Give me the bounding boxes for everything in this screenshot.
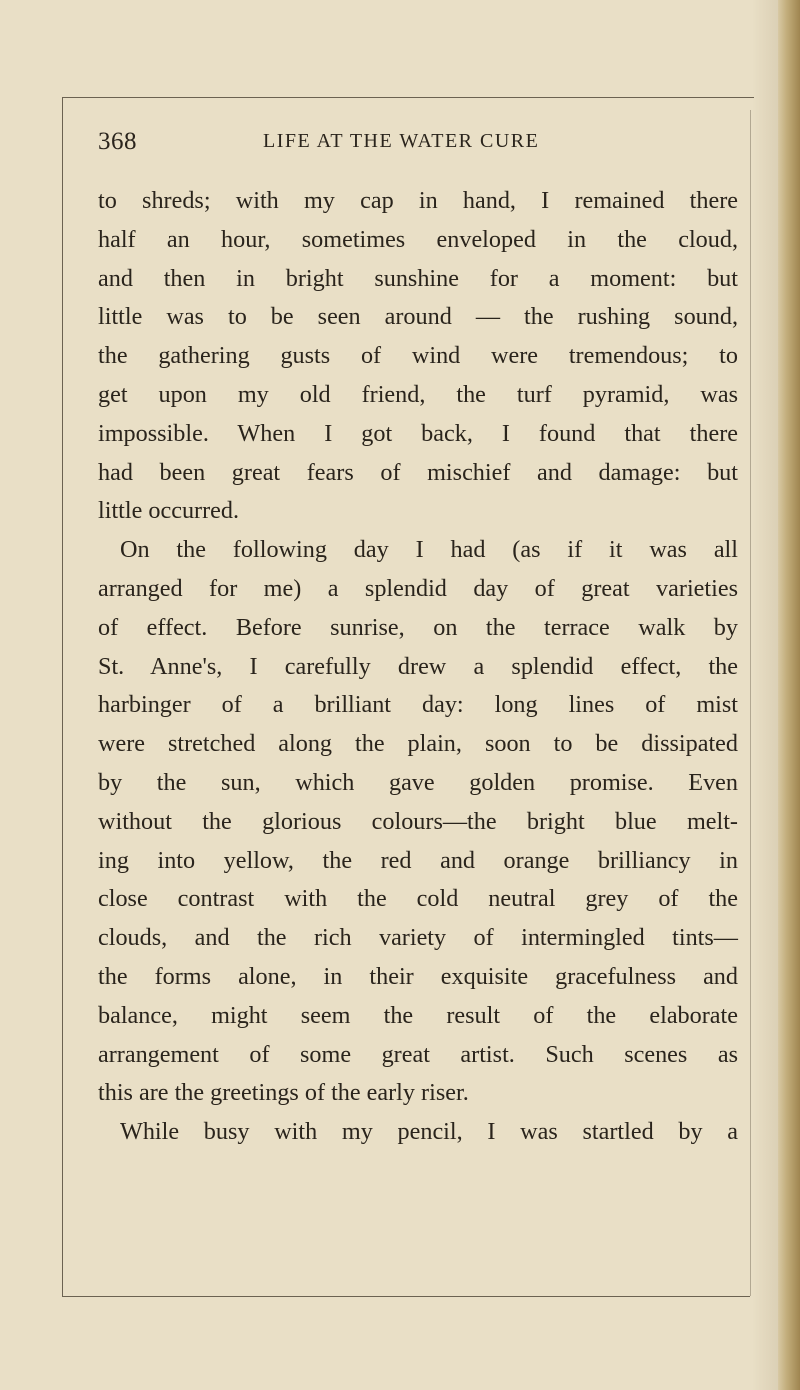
- text-line: half an hour, sometimes enveloped in the cloud,: [98, 225, 738, 253]
- page-number: 368: [98, 128, 137, 155]
- text-line: and then in bright sunshine for a moment: but: [98, 264, 738, 292]
- text-line: little occurred.: [98, 497, 240, 525]
- page-edge-shadow: [778, 0, 800, 1390]
- text-line: without the glorious colours—the bright blue melt-: [98, 807, 738, 835]
- text-line: of effect. Before sunrise, on the terrace walk by: [98, 613, 738, 641]
- page-gutter-shading: [752, 0, 778, 1390]
- body-text: [98, 182, 738, 1152]
- text-line: little was to be seen around — the rushing sound,: [98, 303, 738, 331]
- text-line: the forms alone, in their exquisite gracefulness and: [98, 962, 738, 990]
- text-line: While busy with my pencil, I was startled by a: [120, 1118, 738, 1146]
- text-line: ing into yellow, the red and orange brilliancy in: [98, 846, 738, 874]
- text-line: clouds, and the rich variety of intermingled tints—: [98, 924, 738, 952]
- frame-rule-left: [62, 97, 63, 1296]
- text-line: harbinger of a brilliant day: long lines of mist: [98, 691, 738, 719]
- text-line: the gathering gusts of wind were tremendous; to: [98, 342, 738, 370]
- text-line: were stretched along the plain, soon to be dissipated: [98, 730, 738, 758]
- frame-rule-bottom: [62, 1296, 750, 1297]
- text-line: by the sun, which gave golden promise. Even: [98, 768, 738, 796]
- text-line: balance, might seem the result of the elaborate: [98, 1001, 738, 1029]
- running-title: LIFE AT THE WATER CURE: [263, 130, 540, 152]
- frame-rule-right: [750, 110, 751, 1296]
- text-line: On the following day I had (as if it was all: [120, 536, 738, 564]
- text-line: impossible. When I got back, I found that there: [98, 419, 738, 447]
- text-line: get upon my old friend, the turf pyramid, was: [98, 380, 738, 408]
- text-line: to shreds; with my cap in hand, I remained there: [98, 187, 738, 214]
- text-line: this are the greetings of the early riser.: [98, 1079, 469, 1107]
- running-head: [98, 128, 738, 160]
- text-line: arranged for me) a splendid day of great varieties: [98, 574, 738, 602]
- text-line: St. Anne's, I carefully drew a splendid effect, the: [98, 652, 738, 680]
- text-line: close contrast with the cold neutral grey of the: [98, 885, 738, 913]
- text-line: arrangement of some great artist. Such scenes as: [98, 1040, 738, 1068]
- text-line: had been great fears of mischief and damage: but: [98, 458, 738, 486]
- frame-rule-top: [62, 97, 754, 98]
